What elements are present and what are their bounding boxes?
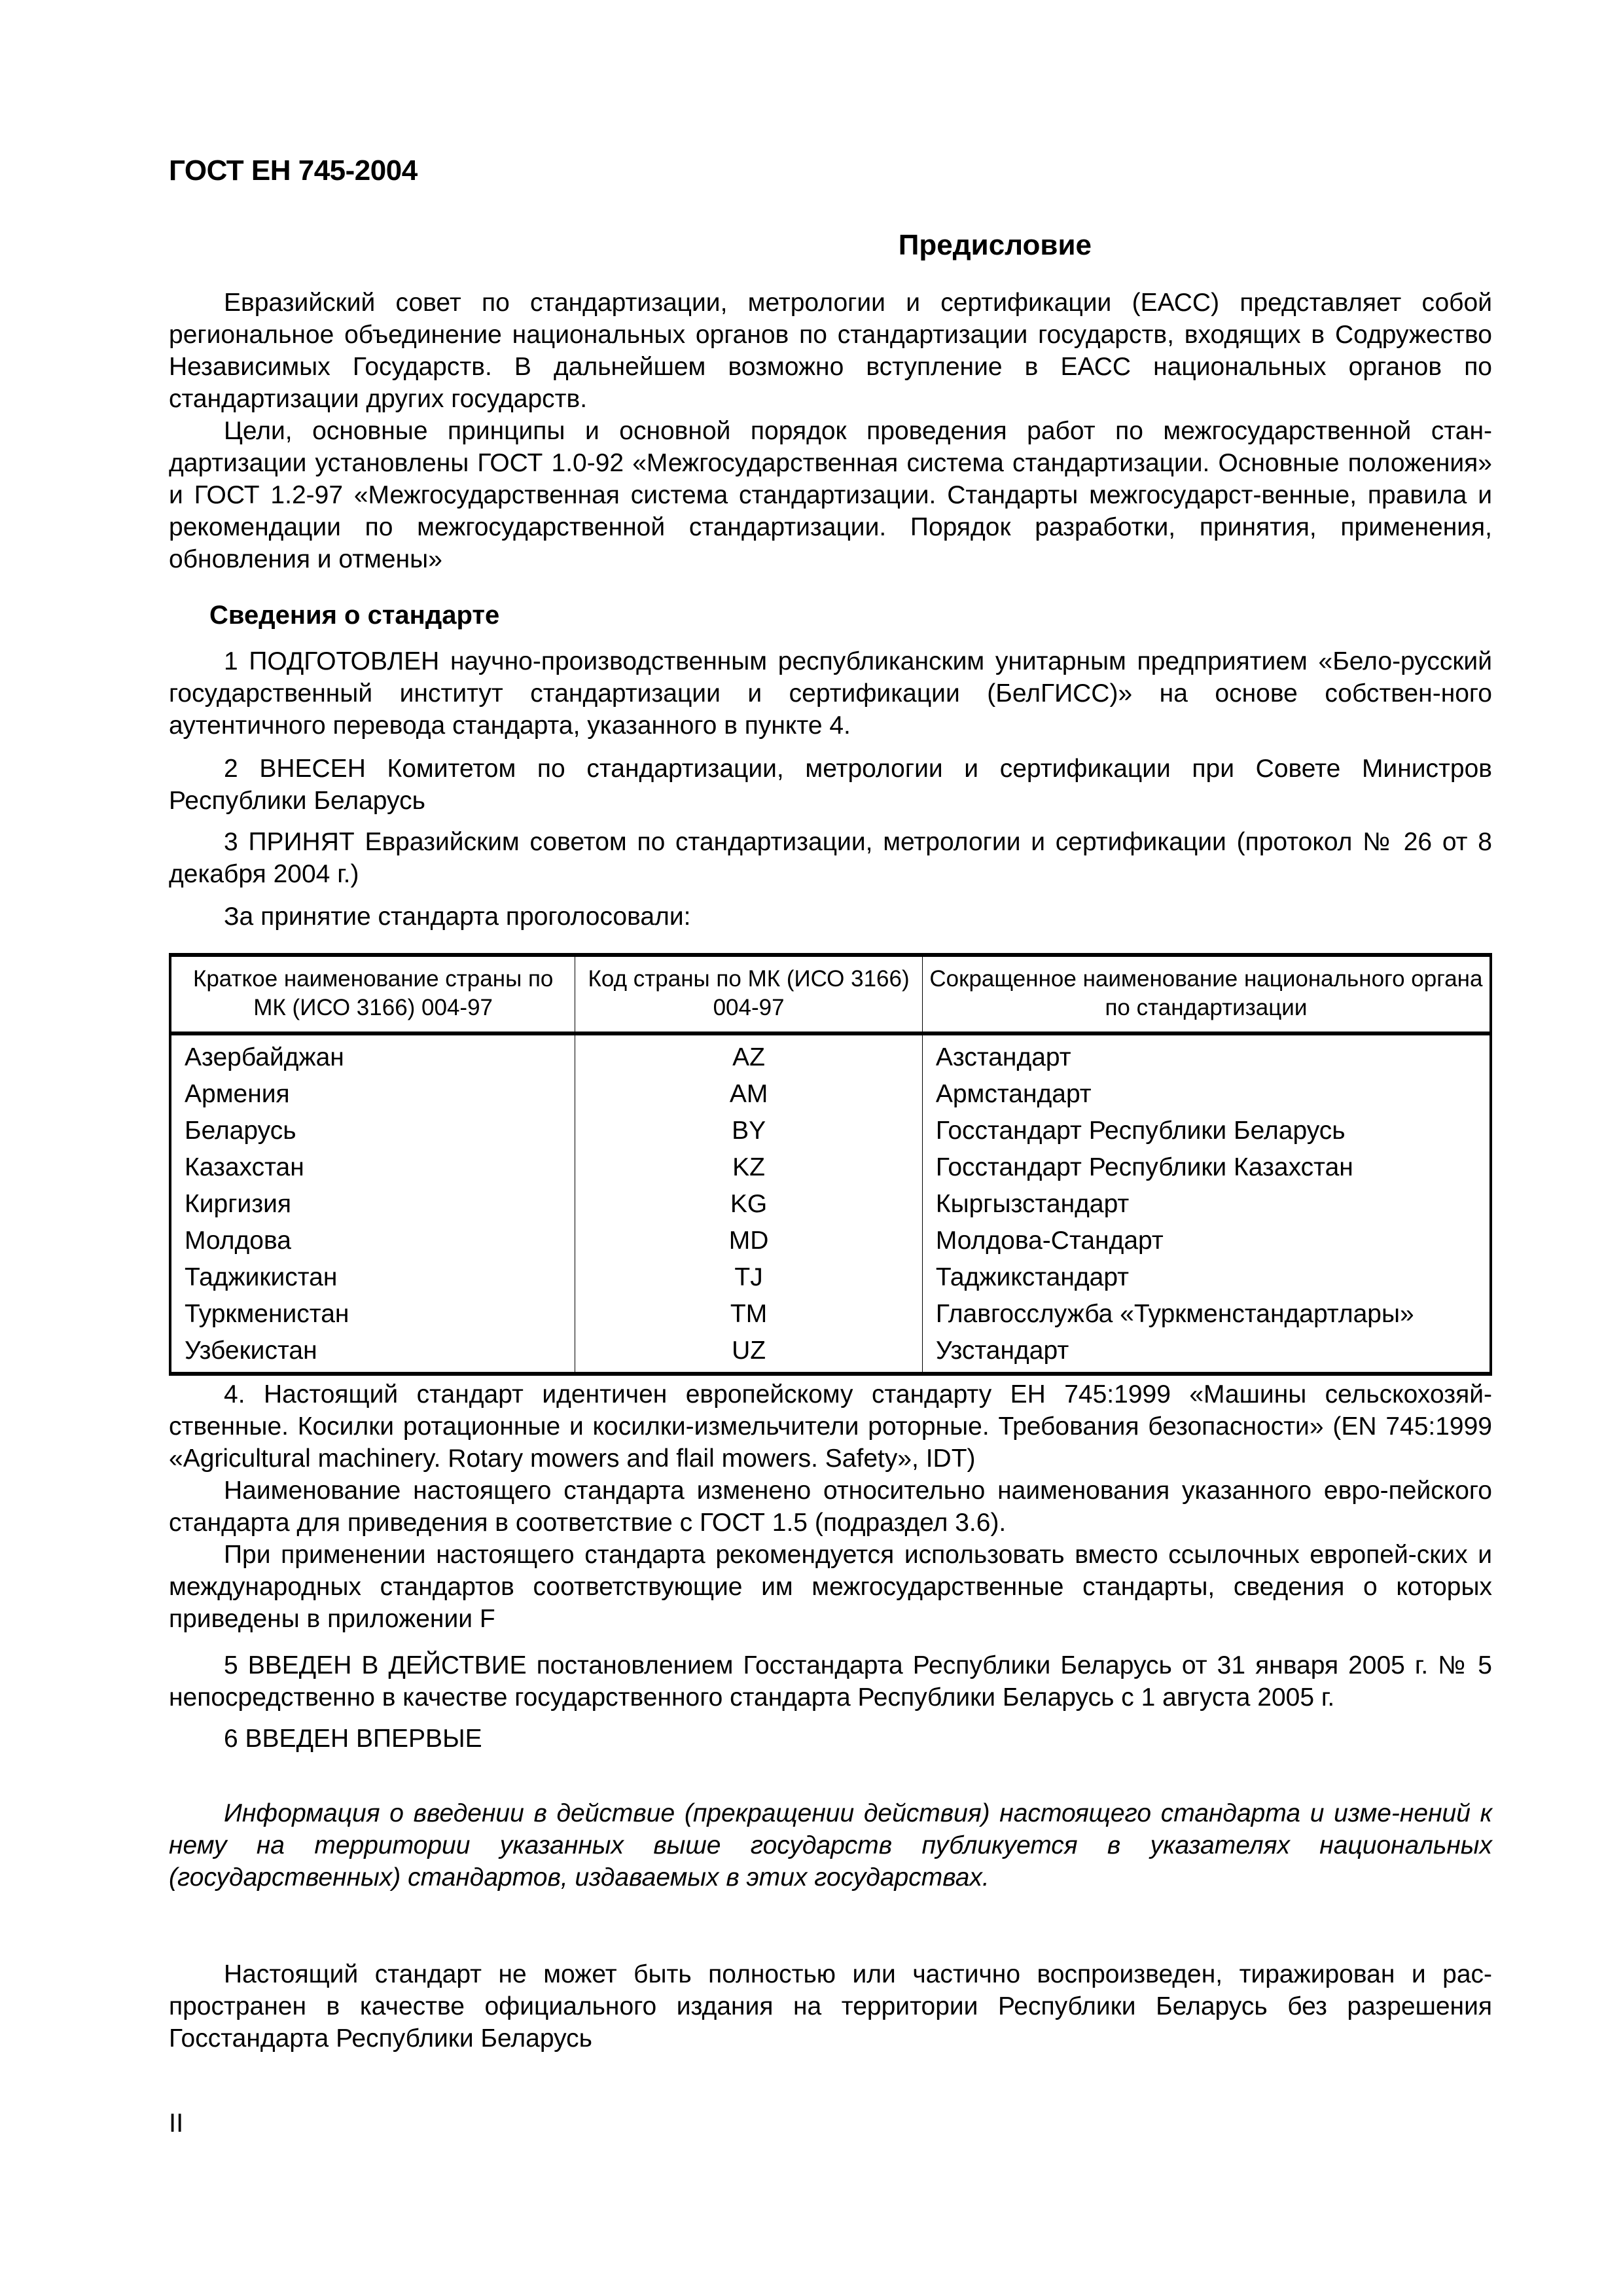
item-5-lead: 5 ВВЕДЕН В ДЕЙСТВИЕ [224,1651,527,1679]
body-cell: Госстандарт Республики Казахстан [922,1149,1491,1186]
document-code: ГОСТ ЕН 745-2004 [169,154,418,187]
table-row [170,1223,1491,1259]
column-header-country: Краткое наименование страны по МК (ИСО 3166) 004-97 [170,955,575,1033]
item-5-text: постановлением Госстандарта Республики Беларусь от 31 января 2005 г. № 5 непосредственно в качестве государственного стандарта Республики Беларусь с 1 августа 2005 г. [169,1651,1492,1712]
code-cell: TJ [575,1259,923,1296]
body-cell: Узстандарт [922,1333,1491,1374]
country-cell: Беларусь [170,1113,575,1149]
country-cell: Туркменистан [170,1296,575,1333]
table-row [170,1033,1491,1076]
item-6-lead: 6 ВВЕДЕН ВПЕРВЫЕ [224,1725,482,1753]
code-cell: AZ [575,1033,923,1076]
body-cell: Кыргызстандарт [922,1186,1491,1223]
preface-block [169,287,1492,575]
item-2 [169,753,1492,817]
country-cell: Молдова [170,1223,575,1259]
item-4-paragraph: Наименование настоящего стандарта изменено относительно наименования указанного евро-пейского стандарта для приведения в соответствие с ГОСТ 1.5 (подраздел 3.6). [169,1477,1492,1537]
country-cell: Таджикистан [170,1259,575,1296]
standard-info-heading: Сведения о стандарте [209,601,500,630]
item-4-paragraph: 4. Настоящий стандарт идентичен европейскому стандарту ЕН 745:1999 «Машины сельскохозяй-ственные. Косилки ротационные и косилки-измельчители роторные. Требования безопасности» (EN 745:1999 «Agricultural machinery. Rotary mowers and flail mowers. Safety», IDT) [169,1380,1492,1473]
item-4-paragraph: При применении настоящего стандарта рекомендуется использовать вместо ссылочных европей-ских и международных стандартов соответствующие им межгосударственные стандарты, сведения о которых приведены в приложении F [169,1541,1492,1633]
country-cell: Азербайджан [170,1033,575,1076]
copyright-note: Настоящий стандарт не может быть полностью или частично воспроизведен, тиражирован и рас-пространен в качестве официального издания на территории Республики Беларусь без разрешения Госстандарта Республики Беларусь [169,1960,1492,2053]
code-cell: KZ [575,1149,923,1186]
country-cell: Казахстан [170,1149,575,1186]
code-cell: MD [575,1223,923,1259]
code-cell: TM [575,1296,923,1333]
column-header-code: Код страны по МК (ИСО 3166) 004-97 [575,955,923,1033]
item-3-text: Евразийским советом по стандартизации, метрологии и сертификации (протокол № 26 от 8 декабря 2004 г.) [169,828,1492,888]
table-row [170,1186,1491,1223]
section-title-preface: Предисловие [898,229,1092,261]
table-header-row [170,955,1491,1033]
table-row [170,1259,1491,1296]
preface-paragraph: Евразийский совет по стандартизации, метрологии и сертификации (ЕАСС) представляет собой региональное объединение национальных органов по стандартизации государств, входящих в Содружество Независимых Государств. В дальнейшем возможно вступление в ЕАСС национальных органов по стандартизации других государств. [169,289,1492,413]
code-cell: KG [575,1186,923,1223]
table-row [170,1333,1491,1374]
body-cell: Молдова-Стандарт [922,1223,1491,1259]
item-1-text: научно-производственным республиканским унитарным предприятием «Бело-русский государственный институт стандартизации и сертификации (БелГИСС)» на основе собствен-ного аутентичного перевода стандарта, указанного в пункте 4. [169,647,1492,740]
item-4 [169,1378,1492,1635]
code-cell: AM [575,1076,923,1113]
item-3 [169,826,1492,890]
item-1 [169,645,1492,742]
item-6 [169,1723,1492,1755]
table-row [170,1296,1491,1333]
body-cell: Главгосслужба «Туркменстандартлары» [922,1296,1491,1333]
item-5 [169,1649,1492,1713]
column-header-body: Сокращенное наименование национального органа по стандартизации [922,955,1491,1033]
preface-paragraph: Цели, основные принципы и основной порядок проведения работ по межгосударственной стан-дартизации установлены ГОСТ 1.0-92 «Межгосударственная система стандартизации. Основные положения» и ГОСТ 1.2-97 «Межгосударственная система стандартизации. Стандарты межгосударст-венные, правила и рекомендации по межгосударственной стандартизации. Порядок разработки, принятия, применения, обновления и отмены» [169,417,1492,573]
code-cell: BY [575,1113,923,1149]
page-number: II [169,2109,184,2138]
body-cell: Армстандарт [922,1076,1491,1113]
body-cell: Азстандарт [922,1033,1491,1076]
info-note: Информация о введении в действие (прекращении действия) настоящего стандарта и изме-нений к нему на территории указанных выше государств публикуется в указателях национальных (государственных) стандартов, издаваемых в этих государствах. [169,1799,1492,1892]
item-2-text: Комитетом по стандартизации, метрологии и сертификации при Совете Министров Республики Беларусь [169,755,1493,815]
table-row [170,1149,1491,1186]
voters-table [169,953,1492,1376]
country-cell: Киргизия [170,1186,575,1223]
item-1-lead: 1 ПОДГОТОВЛЕН [224,647,440,675]
body-cell: Таджикстандарт [922,1259,1491,1296]
item-3-lead: 3 ПРИНЯТ [224,828,355,856]
body-cell: Госстандарт Республики Беларусь [922,1113,1491,1149]
country-cell: Узбекистан [170,1333,575,1374]
table-row [170,1113,1491,1149]
item-2-lead: 2 ВНЕСЕН [224,755,366,783]
code-cell: UZ [575,1333,923,1374]
table-row [170,1076,1491,1113]
voted-label: За принятие стандарта проголосовали: [224,903,691,931]
country-cell: Армения [170,1076,575,1113]
